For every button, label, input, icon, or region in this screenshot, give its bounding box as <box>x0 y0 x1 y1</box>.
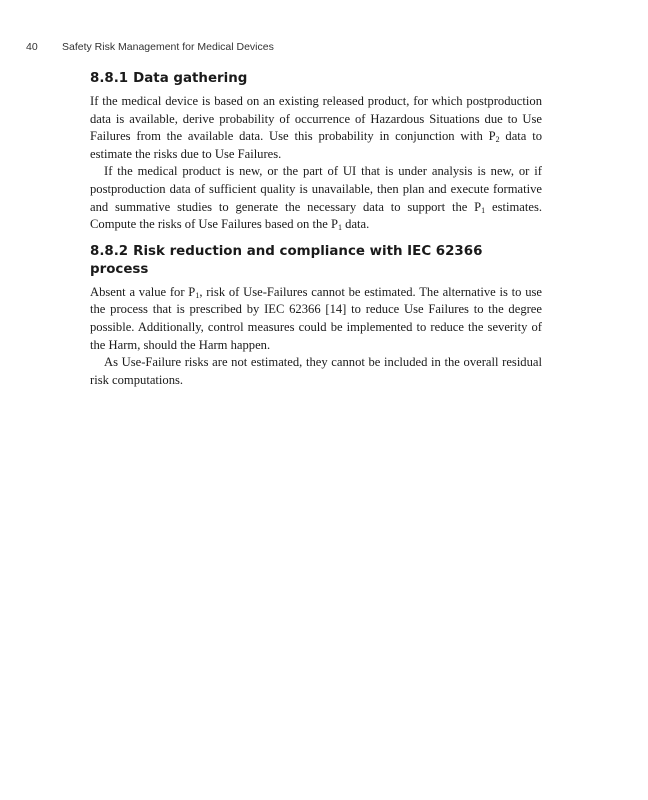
text-run: Absent a value for P <box>90 284 196 299</box>
subscript: 1 <box>338 223 342 233</box>
paragraph <box>90 284 542 354</box>
text-run: data. <box>342 217 370 232</box>
section-number: 8.8.1 <box>90 71 129 86</box>
paragraph <box>90 93 542 163</box>
running-title: Safety Risk Management for Medical Devices <box>62 41 274 53</box>
text-run: estimates. Compute the risks of Use Failures based on the P <box>90 199 543 232</box>
subscript: 1 <box>481 205 486 215</box>
subscript: 2 <box>495 135 500 145</box>
running-header <box>26 41 274 53</box>
text-run: If the medical product is new, or the part of UI that is under analysis is new, or if postproduction data of sufficient quality is unavailable, then plan and execute formative and summative studies to generate the necessary data to support the P <box>90 164 542 214</box>
text-run: As Use-Failure risks are not estimated, they cannot be included in the overall residual risk computations. <box>90 355 542 387</box>
section-number: 8.8.2 <box>90 243 129 259</box>
subscript: 1 <box>195 290 200 300</box>
page-number: 40 <box>26 41 38 53</box>
section-title: Data gathering <box>133 71 248 86</box>
text-run: data to estimate the risks due to Use Failures. <box>90 129 542 161</box>
section-heading-risk-reduction <box>90 243 542 279</box>
paragraph <box>90 354 542 389</box>
text-run: If the medical device is based on an existing released product, for which postproduction data is available, derive probability of occurrence of Hazardous Situations due to Use Failures from the available data. Use this probability in conjunction with P <box>90 94 542 144</box>
section-title: Risk reduction and compliance with IEC 62366 process <box>90 243 483 277</box>
paragraph <box>90 163 542 233</box>
text-run: , risk of Use-Failures cannot be estimated. The alternative is to use the process that is prescribed by IEC 62366 [14] to reduce Use Failures to the degree possible. Additionally, control measures could be implemented to reduce the severity of the Harm, should the Harm happen. <box>90 284 542 352</box>
section-heading-data-gathering <box>90 70 542 88</box>
main-content <box>90 70 542 389</box>
